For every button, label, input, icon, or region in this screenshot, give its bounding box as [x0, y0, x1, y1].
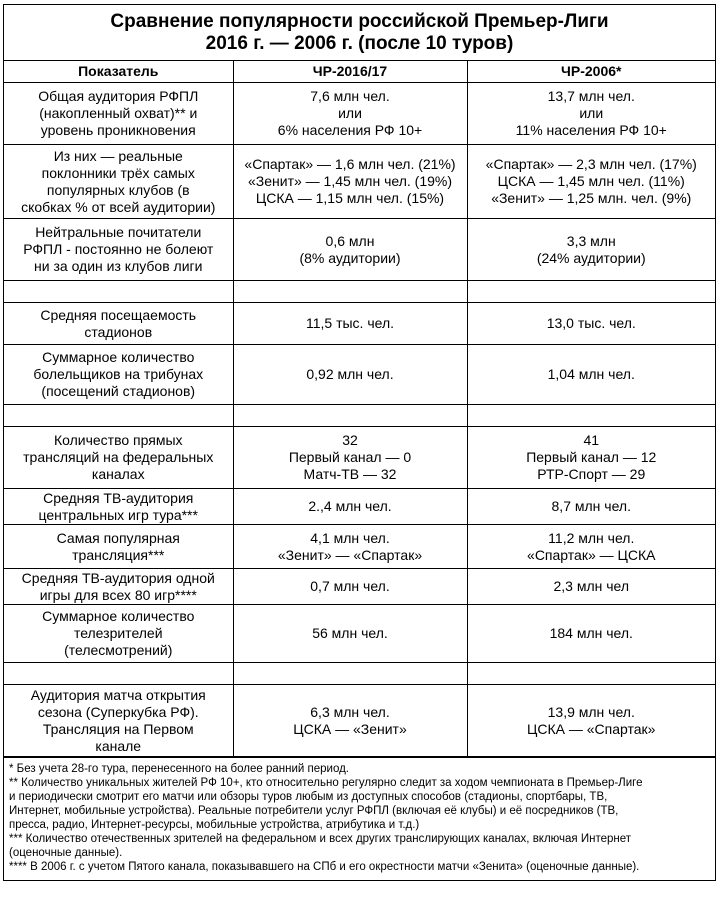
table-row [4, 525, 715, 569]
footnote-line: и периодически смотрит его матчи или обзоры туров любым из доступных способов (стадионы, спортбары, ТВ, [9, 791, 608, 803]
cell-line: Количество прямых [53, 432, 183, 448]
cell-line: ЦСКА — 1,45 млн чел. (11%) [497, 173, 685, 189]
indicator-cell [4, 685, 233, 757]
cell-line: 11,2 млн чел. [548, 529, 635, 546]
title-line-1: Сравнение популярности российской Премьер-Лиги [110, 10, 609, 32]
cell-line: Нейтральные почитатели [35, 224, 202, 240]
cell-line: Средняя ТВ-аудитория одной [21, 569, 215, 586]
cell-line: или [579, 105, 604, 121]
table-row [4, 83, 715, 145]
header-indicator: Показатель [4, 61, 233, 83]
cell-line: Трансляция на Первом [42, 720, 194, 737]
value-2006-cell [467, 427, 715, 489]
cell-line: Самая популярная [56, 529, 180, 546]
cell-line: канале [95, 737, 142, 754]
cell-line: ЦСКА — «Зенит» [293, 720, 407, 737]
table-row [4, 345, 715, 405]
cell-line: 2,3 млн чел [553, 578, 630, 594]
cell-line: «Зенит» — 1,25 млн. чел. (9%) [491, 190, 692, 206]
value-2006-cell [467, 345, 715, 405]
table-row [4, 427, 715, 489]
value-2006-cell [467, 303, 715, 345]
indicator-cell [4, 569, 233, 605]
cell-line: стадионов [84, 323, 153, 340]
value-2016-cell [233, 663, 467, 685]
value-2016-cell [233, 405, 467, 427]
value-2016-cell [233, 605, 467, 663]
cell-line: ЦСКА — 1,15 млн чел. (15%) [255, 190, 445, 206]
cell-line: телезрителей [73, 625, 163, 641]
indicator-cell [4, 345, 233, 405]
cell-line: (телесмотрений) [64, 642, 173, 658]
cell-line: Матч-ТВ — 32 [303, 466, 397, 482]
table-row [4, 685, 715, 757]
header-2016: ЧР-2016/17 [233, 61, 467, 83]
footnote-line: *** Количество отечественных зрителей на федеральном и всех других транслирующих каналах, включая Интернет [9, 833, 632, 845]
value-2016-cell [233, 569, 467, 605]
indicator-cell [4, 525, 233, 569]
value-2006-cell [467, 281, 715, 303]
cell-line: Из них — реальные [53, 147, 183, 164]
cell-line: 13,0 тыс. чел. [546, 315, 636, 331]
table-row [4, 405, 715, 427]
cell-line: 184 млн чел. [549, 625, 633, 641]
cell-line: (накопленный охват)** и [39, 105, 198, 121]
cell-line: Суммарное количество [42, 608, 195, 624]
cell-line: 3,3 млн [566, 232, 616, 249]
cell-line: 56 млн чел. [312, 625, 388, 641]
value-2016-cell [233, 427, 467, 489]
table-row [4, 663, 715, 685]
cell-line: уровень проникновения [40, 122, 196, 138]
cell-line: 2.,4 млн чел. [308, 498, 392, 514]
indicator-cell [4, 145, 233, 219]
table-body [4, 83, 715, 757]
footnote-line: пресса, радио, Интернет-ресурсы, мобильные устройства, атрибутика и т.д.) [9, 819, 420, 831]
cell-line: Средняя ТВ-аудитория [43, 489, 194, 506]
value-2006-cell [467, 663, 715, 685]
value-2006-cell [467, 219, 715, 281]
cell-line: «Спартак» — 2,3 млн чел. (17%) [485, 156, 697, 172]
cell-line: «Зенит» — «Спартак» [277, 546, 423, 563]
header-2006: ЧР-2006* [467, 61, 715, 83]
value-2016-cell [233, 219, 467, 281]
cell-line: 13,7 млн чел. [547, 88, 635, 104]
indicator-cell [4, 303, 233, 345]
cell-line: «Спартак» — 1,6 млн чел. (21%) [244, 156, 456, 172]
value-2016-cell [233, 525, 467, 569]
table-row [4, 569, 715, 605]
value-2016-cell [233, 145, 467, 219]
value-2016-cell [233, 685, 467, 757]
cell-line: или [338, 105, 362, 121]
table-row [4, 605, 715, 663]
cell-line: 0,92 млн чел. [306, 366, 394, 382]
cell-line: 6,3 млн чел. [310, 703, 390, 720]
cell-line: 6% населения РФ 10+ [277, 122, 423, 138]
cell-line: Средняя посещаемость [40, 306, 197, 323]
table-row [4, 145, 715, 219]
comparison-table [4, 61, 715, 757]
value-2016-cell [233, 83, 467, 145]
table-row [4, 219, 715, 281]
indicator-cell [4, 489, 233, 525]
table-row [4, 489, 715, 525]
cell-line: игры для всех 80 игр**** [39, 586, 197, 603]
value-2006-cell [467, 405, 715, 427]
cell-line: ни за один из клубов лиги [34, 258, 203, 274]
cell-line: 32 [342, 432, 358, 448]
cell-line: 11,5 тыс. чел. [305, 315, 395, 331]
indicator-cell [4, 83, 233, 145]
cell-line: «Спартак» — ЦСКА [527, 546, 656, 563]
value-2006-cell [467, 525, 715, 569]
cell-line: (24% аудитории) [536, 249, 646, 266]
cell-line: 0,7 млн чел. [310, 578, 390, 594]
cell-line: 1,04 млн чел. [547, 366, 635, 382]
cell-line: сезона (Суперкубка РФ). [37, 703, 199, 720]
cell-line: Первый канал — 0 [288, 449, 412, 465]
footnotes [4, 757, 715, 880]
cell-line: поклонники трёх самых [41, 164, 195, 181]
indicator-cell [4, 405, 233, 427]
cell-line: 4,1 млн чел. [310, 529, 390, 546]
cell-line: Общая аудитория РФПЛ [38, 88, 199, 104]
value-2016-cell [233, 345, 467, 405]
table-row [4, 281, 715, 303]
indicator-cell [4, 281, 233, 303]
indicator-cell [4, 605, 233, 663]
value-2006-cell [467, 489, 715, 525]
cell-line: Аудитория матча открытия [30, 686, 206, 703]
footnote-line: ** Количество уникальных жителей РФ 10+, кто относительно регулярно следит за ходом чемпионата в Премьер-Лиге [9, 777, 643, 789]
cell-line: трансляций на федеральных [23, 449, 214, 465]
indicator-cell [4, 427, 233, 489]
value-2016-cell [233, 281, 467, 303]
cell-line: болельщиков на трибунах [33, 366, 204, 382]
value-2006-cell [467, 145, 715, 219]
cell-line: Суммарное количество [42, 349, 195, 365]
cell-line: 41 [583, 432, 600, 448]
comparison-table-frame [3, 4, 716, 881]
cell-line: Первый канал — 12 [526, 449, 657, 465]
indicator-cell [4, 663, 233, 685]
table-title [4, 5, 715, 61]
title-line-2: 2016 г. — 2006 г. (после 10 туров) [205, 32, 514, 54]
cell-line: каналах [91, 466, 145, 482]
cell-line: РТР-Спорт — 29 [537, 466, 646, 482]
footnote-line: **** В 2006 г. с учетом Пятого канала, показывавшего на СПб и его окрестности матчи «Зенита» (оценочные данные). [9, 861, 640, 873]
cell-line: центральных игр тура*** [38, 506, 198, 523]
cell-line: «Зенит» — 1,45 млн чел. (19%) [247, 173, 453, 189]
cell-line: популярных клубов (в [46, 181, 190, 198]
cell-line: РФПЛ - постоянно не болеют [23, 241, 214, 257]
cell-line: 11% населения РФ 10+ [515, 122, 667, 138]
cell-line: 8,7 млн чел. [551, 498, 631, 514]
cell-line: трансляция*** [72, 546, 165, 563]
value-2006-cell [467, 605, 715, 663]
footnote-line: Интернет, мобильные устройства). Реальные потребители услуг РФПЛ (включая её клубы) и её посредников (ТВ, [9, 805, 619, 817]
cell-line: 13,9 млн чел. [547, 703, 635, 720]
value-2006-cell [467, 569, 715, 605]
value-2006-cell [467, 685, 715, 757]
cell-line: (посещений стадионов) [41, 383, 196, 399]
indicator-cell [4, 219, 233, 281]
footnote-line: (оценочные данные). [9, 847, 123, 859]
value-2016-cell [233, 303, 467, 345]
value-2006-cell [467, 83, 715, 145]
cell-line: 0,6 млн [325, 232, 375, 249]
footnote-line: * Без учета 28-го тура, перенесенного на более ранний период. [9, 763, 349, 775]
table-row [4, 303, 715, 345]
cell-line: 7,6 млн чел. [310, 88, 390, 104]
value-2016-cell [233, 489, 467, 525]
cell-line: ЦСКА — «Спартак» [527, 720, 656, 737]
header-row [4, 61, 715, 83]
cell-line: (8% аудитории) [299, 249, 401, 266]
cell-line: скобках % от всей аудитории) [21, 198, 216, 215]
